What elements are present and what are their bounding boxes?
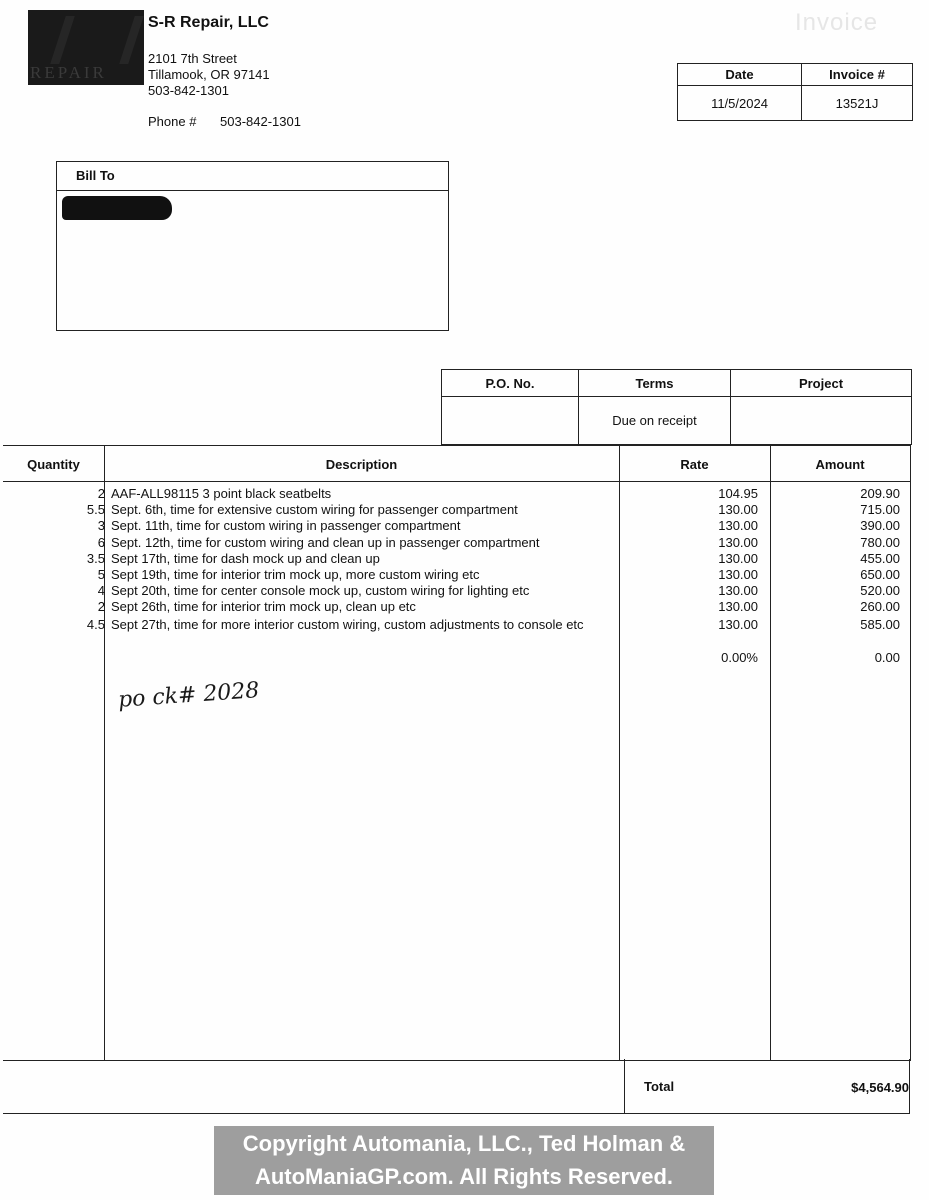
item-amount: 715.00 — [860, 502, 900, 517]
item-description: Sept 20th, time for center console mock up, custom wiring for lighting etc — [111, 583, 530, 598]
item-amount: 650.00 — [860, 567, 900, 582]
address-line-1: 2101 7th Street — [148, 51, 237, 66]
copyright-watermark — [214, 1126, 714, 1195]
company-name: S-R Repair, LLC — [148, 14, 269, 31]
date-label: Date — [678, 64, 802, 86]
address-line-2: Tillamook, OR 97141 — [148, 67, 270, 82]
item-amount: 780.00 — [860, 535, 900, 550]
item-rate: 104.95 — [718, 486, 758, 501]
item-quantity: 2 — [97, 486, 105, 501]
handwritten-note: po ck# 2028 — [117, 678, 261, 713]
item-description: Sept 26th, time for interior trim mock up, clean up etc — [111, 599, 416, 614]
item-quantity: 5.5 — [86, 502, 105, 517]
item-rate: 130.00 — [718, 599, 758, 614]
project-value — [731, 397, 912, 445]
item-quantity: 6 — [97, 535, 105, 550]
invoice-number-label: Invoice # — [802, 64, 913, 86]
item-rate: 130.00 — [718, 502, 758, 517]
item-rate: 130.00 — [718, 567, 758, 582]
amount-header: Amount — [815, 457, 865, 472]
item-amount: 390.00 — [860, 518, 900, 533]
item-quantity: 2 — [97, 599, 105, 614]
item-quantity: 4.5 — [86, 617, 105, 632]
item-description: Sept. 6th, time for extensive custom wiring for passenger compartment — [111, 502, 518, 517]
phone-label: Phone # — [148, 114, 197, 129]
invoice-number: 13521J — [802, 86, 913, 121]
tax-amount: 0.00 — [874, 650, 900, 665]
line-items-table — [3, 445, 911, 1061]
item-amount: 260.00 — [860, 599, 900, 614]
item-rate: 130.00 — [718, 518, 758, 533]
project-label: Project — [731, 370, 912, 397]
item-quantity: 3.5 — [86, 551, 105, 566]
item-description: Sept 17th, time for dash mock up and clean up — [111, 551, 380, 566]
terms-value: Due on receipt — [579, 397, 731, 445]
item-rate: 130.00 — [718, 535, 758, 550]
item-rate: 130.00 — [718, 551, 758, 566]
po-terms-project-box — [441, 369, 912, 445]
bottom-rule — [3, 1113, 625, 1114]
bill-to-label: Bill To — [57, 162, 448, 191]
terms-label: Terms — [579, 370, 731, 397]
document-title: Invoice — [795, 9, 879, 36]
invoice-date: 11/5/2024 — [678, 86, 802, 121]
copyright-line-1: Copyright Automania, LLC., Ted Holman & — [242, 1131, 686, 1156]
logo-text: REPAIR — [30, 63, 107, 82]
quantity-header: Quantity — [27, 457, 80, 472]
item-amount: 520.00 — [860, 583, 900, 598]
copyright-line-2: AutoManiaGP.com. All Rights Reserved. — [254, 1164, 674, 1189]
total-value: $4,564.90 — [851, 1080, 909, 1095]
redacted-address — [62, 196, 172, 220]
total-box — [624, 1059, 910, 1114]
date-invoice-box — [677, 63, 913, 121]
rate-header: Rate — [680, 457, 709, 472]
tax-rate: 0.00% — [721, 650, 758, 665]
description-header: Description — [325, 457, 398, 472]
po-number — [442, 397, 579, 445]
company-logo — [28, 10, 144, 85]
item-amount: 209.90 — [860, 486, 900, 501]
item-amount: 585.00 — [860, 617, 900, 632]
bill-to-box — [56, 161, 449, 331]
total-label: Total — [644, 1079, 675, 1094]
po-number-label: P.O. No. — [442, 370, 579, 397]
item-description: Sept. 11th, time for custom wiring in passenger compartment — [111, 518, 461, 533]
address-phone: 503-842-1301 — [148, 83, 229, 98]
phone-value: 503-842-1301 — [220, 114, 301, 129]
item-description: Sept 19th, time for interior trim mock up, more custom wiring etc — [111, 567, 480, 582]
item-description: Sept. 12th, time for custom wiring and clean up in passenger compartment — [111, 535, 540, 550]
item-quantity: 5 — [97, 567, 105, 582]
item-amount: 455.00 — [860, 551, 900, 566]
item-quantity: 4 — [97, 583, 105, 598]
item-quantity: 3 — [97, 518, 105, 533]
item-rate: 130.00 — [718, 617, 758, 632]
item-description: AAF-ALL98115 3 point black seatbelts — [111, 486, 332, 501]
item-description: Sept 27th, time for more interior custom wiring, custom adjustments to console etc — [111, 617, 584, 632]
item-rate: 130.00 — [718, 583, 758, 598]
